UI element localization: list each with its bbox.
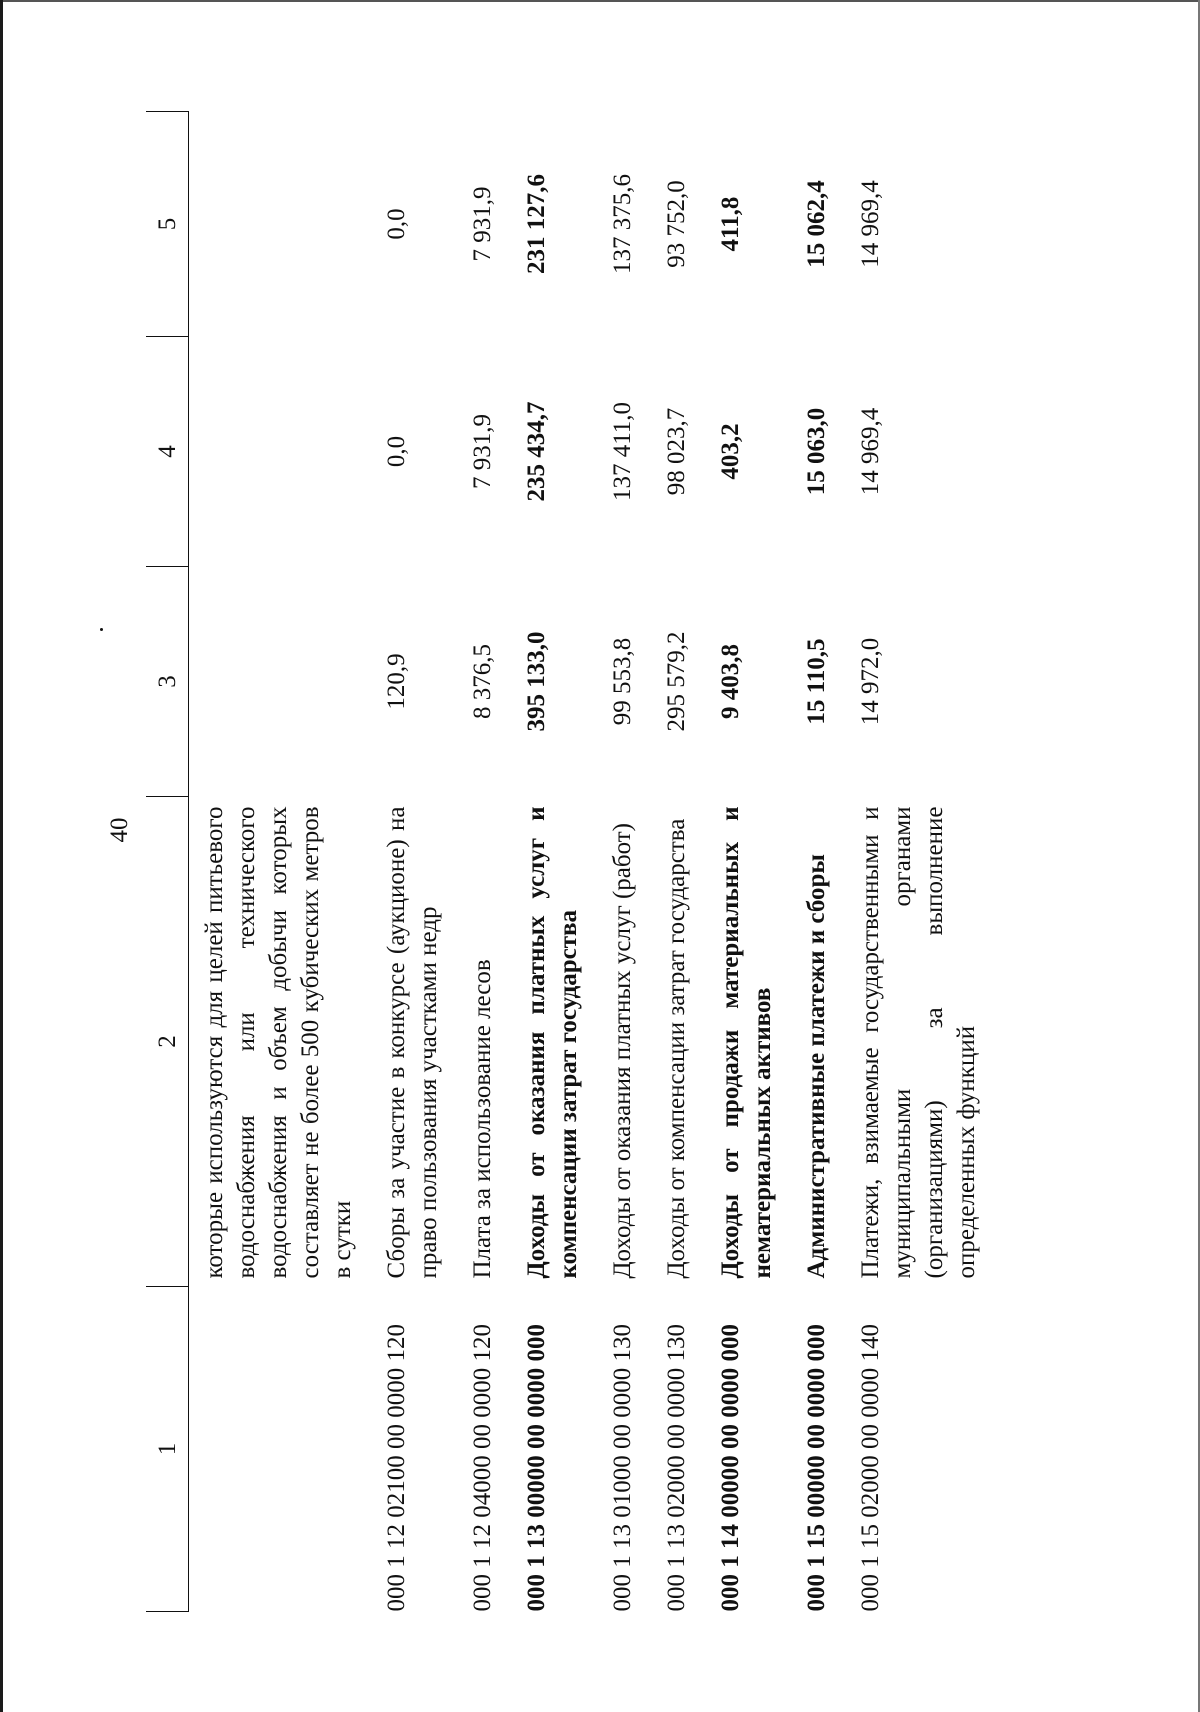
- row-value-col3: 14 972,0: [857, 637, 884, 726]
- table-row: [715, 112, 801, 1612]
- row-value-col4: 0,0: [383, 435, 410, 468]
- row-value-col4: 7 931,9: [469, 414, 496, 489]
- row-value-col4: 137 411,0: [609, 401, 636, 502]
- row-code: [199, 1287, 381, 1612]
- row-value-col5: 15 062,4: [803, 180, 830, 268]
- row-code: 000 1 12 04000 00 0000 120: [469, 1324, 496, 1612]
- row-name: Плата за использование лесов: [469, 959, 496, 1279]
- row-name: Доходы от продажи материальных и нематериальных активов: [717, 806, 776, 1279]
- row-code: 000 1 12 02100 00 0000 120: [383, 1324, 410, 1612]
- row-value-col5: 93 752,0: [663, 180, 690, 268]
- table-row: [855, 112, 1005, 1612]
- row-value-col3: 9 403,8: [717, 644, 744, 719]
- row-value-col3: 15 110,5: [803, 638, 830, 725]
- table-row: [607, 112, 661, 1612]
- header-col-1: 1: [146, 1287, 189, 1612]
- header-col-5: 5: [146, 112, 189, 337]
- row-value-col5: 14 969,4: [857, 180, 884, 268]
- table-header: [146, 112, 189, 1612]
- row-value-col5: 0,0: [383, 208, 410, 240]
- row-code: 000 1 15 02000 00 0000 140: [857, 1324, 884, 1612]
- row-value-col4: 14 969,4: [857, 407, 884, 496]
- row-value-col3: [199, 567, 381, 797]
- spacer-row: [189, 112, 200, 1612]
- row-value-col5: [199, 112, 381, 337]
- row-name: Доходы от оказания платных услуг (работ): [609, 822, 636, 1279]
- rotated-page: [100, 40, 1150, 1620]
- table-row: [467, 112, 521, 1612]
- table-row: [521, 112, 607, 1612]
- row-name: которые используются для целей питьевого водоснабжения или технического водоснабжения и объем добычи которых составляет не более 500 кубических метров в сутки: [201, 806, 356, 1279]
- row-value-col3: 99 553,8: [609, 637, 636, 726]
- row-value-col4: [199, 337, 381, 567]
- row-value-col5: 137 375,6: [609, 174, 636, 274]
- row-value-col3: 395 133,0: [523, 631, 550, 732]
- row-value-col4: 15 063,0: [803, 407, 830, 496]
- table-row: [801, 112, 855, 1612]
- row-code: 000 1 14 00000 00 0000 000: [717, 1324, 744, 1612]
- row-value-col3: 8 376,5: [469, 644, 496, 719]
- row-value-col5: 7 931,9: [469, 186, 496, 262]
- row-code: 000 1 13 01000 00 0000 130: [609, 1324, 636, 1612]
- row-value-col4: 235 434,7: [523, 401, 550, 502]
- row-value-col5: 411,8: [717, 196, 744, 252]
- row-value-col4: 403,2: [717, 423, 744, 480]
- header-col-4: 4: [146, 337, 189, 567]
- row-code: 000 1 13 00000 00 0000 000: [523, 1324, 550, 1612]
- row-name: Сборы за участие в конкурсе (аукционе) на право пользования участками недр: [383, 806, 442, 1279]
- row-value-col3: 120,9: [383, 653, 410, 710]
- revenue-table: [146, 111, 1005, 1612]
- table-row: [199, 112, 381, 1612]
- row-value-col4: 98 023,7: [663, 407, 690, 496]
- row-name: Доходы от компенсации затрат государства: [663, 818, 690, 1279]
- row-code: 000 1 15 00000 00 0000 000: [803, 1324, 830, 1612]
- header-col-3: 3: [146, 567, 189, 797]
- header-col-2: 2: [146, 797, 189, 1287]
- page-number: 40: [106, 817, 133, 843]
- table-row: [381, 112, 467, 1612]
- row-code: 000 1 13 02000 00 0000 130: [663, 1324, 690, 1612]
- header-row: [146, 112, 189, 1612]
- spacer-cell: [189, 112, 200, 1612]
- table-row: [661, 112, 715, 1612]
- scan-left-edge: [0, 0, 3, 1712]
- row-value-col3: 295 579,2: [663, 631, 690, 732]
- row-name: Административные платежи и сборы: [803, 854, 830, 1279]
- row-name: Доходы от оказания платных услуг и компенсации затрат государства: [523, 806, 582, 1279]
- scan-top-edge: [0, 0, 1200, 2]
- table-body: [189, 112, 1006, 1612]
- row-name: Платежи, взимаемые государственными и муниципальными органами (организациями) за выполнение определенных функций: [857, 806, 980, 1279]
- row-value-col5: 231 127,6: [523, 174, 550, 274]
